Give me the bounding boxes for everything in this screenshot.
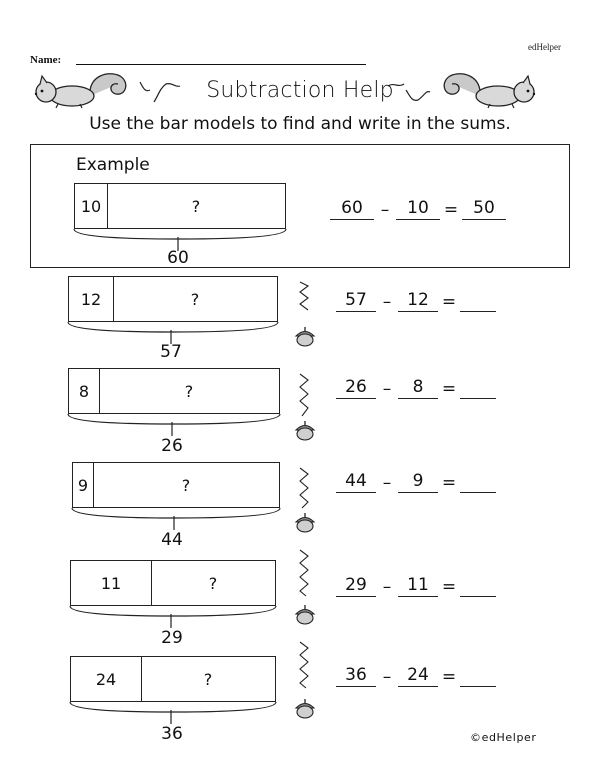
example-label: Example (76, 155, 150, 175)
problem-5-total: 36 (161, 724, 183, 744)
problem-3-minus: – (382, 473, 392, 493)
problem-2-equation (336, 376, 496, 399)
example-bar-part: 10 (80, 196, 102, 216)
squiggle-4-icon (296, 548, 314, 598)
problem-1-answer-input[interactable] (460, 289, 496, 312)
problem-5-minus: – (382, 667, 392, 687)
problem-3-equation (336, 470, 496, 493)
problem-3-total: 44 (161, 530, 183, 550)
problem-2-total: 26 (161, 436, 183, 456)
problem-5-unknown: ? (203, 669, 213, 689)
problem-3-bar (72, 462, 280, 508)
problem-3-brace (72, 508, 280, 530)
problem-5-equation (336, 664, 496, 687)
problem-4-total: 29 (161, 628, 183, 648)
problem-5-part: 24 (95, 669, 117, 689)
example-minus: – (380, 200, 390, 220)
page-title: Subtraction Help (206, 78, 394, 103)
problem-1-equation (336, 289, 496, 312)
problem-4-subtrahend: 11 (398, 574, 438, 597)
problem-4-answer-input[interactable] (460, 574, 496, 597)
acorn-3-icon (294, 512, 316, 534)
problem-2-answer-input[interactable] (460, 376, 496, 399)
problem-2-unknown: ? (184, 381, 194, 401)
problem-3-answer-input[interactable] (460, 470, 496, 493)
problem-3-minuend: 44 (336, 470, 376, 493)
example-subtrahend: 10 (396, 197, 440, 220)
problem-2-equals: = (441, 379, 457, 399)
example-bar (74, 183, 286, 229)
problem-4-equation (336, 574, 496, 597)
acorn-4-icon (294, 604, 316, 626)
example-equals: = (443, 200, 459, 220)
problem-5-bar (70, 656, 276, 702)
problem-4-part: 11 (100, 573, 122, 593)
problem-2-subtrahend: 8 (398, 376, 438, 399)
problem-1-brace (68, 322, 278, 344)
problem-5-subtrahend: 24 (398, 664, 438, 687)
problem-1-minus: – (382, 292, 392, 312)
brand-label: edHelper (528, 42, 561, 52)
problem-1-unknown: ? (190, 289, 200, 309)
problem-5-brace (70, 702, 276, 724)
name-label: Name: (30, 54, 62, 66)
acorn-2-icon (294, 420, 316, 442)
example-answer: 50 (462, 197, 506, 220)
problem-3-equals: = (441, 473, 457, 493)
problem-1-part: 12 (80, 289, 102, 309)
problem-2-brace (68, 414, 280, 436)
problem-4-brace (70, 606, 276, 628)
squiggle-2-icon (296, 372, 314, 418)
example-minuend: 60 (330, 197, 374, 220)
example-total: 60 (167, 248, 189, 268)
squiggle-3-icon (296, 466, 314, 510)
problem-5-answer-input[interactable] (460, 664, 496, 687)
problem-1-total: 57 (160, 342, 182, 362)
problem-3-unknown: ? (181, 475, 191, 495)
problem-1-equals: = (441, 292, 457, 312)
problem-4-equals: = (441, 577, 457, 597)
problem-2-bar (68, 368, 280, 414)
acorn-5-icon (294, 698, 316, 720)
problem-4-unknown: ? (208, 573, 218, 593)
example-equation (330, 197, 506, 220)
problem-5-minuend: 36 (336, 664, 376, 687)
problem-2-minuend: 26 (336, 376, 376, 399)
problem-1-subtrahend: 12 (398, 289, 438, 312)
problem-5-equals: = (441, 667, 457, 687)
example-bar-unknown: ? (191, 196, 201, 216)
squiggle-1-icon (296, 280, 314, 314)
problem-3-subtrahend: 9 (398, 470, 438, 493)
problem-3-part: 9 (77, 475, 89, 495)
problem-4-bar (70, 560, 276, 606)
problem-4-minuend: 29 (336, 574, 376, 597)
squiggle-5-icon (296, 640, 314, 690)
copyright-label: ©edHelper (470, 731, 537, 744)
instructions: Use the bar models to find and write in the sums. (89, 114, 511, 134)
problem-2-part: 8 (78, 381, 90, 401)
name-input-line[interactable] (76, 64, 366, 65)
problem-1-minuend: 57 (336, 289, 376, 312)
problem-4-minus: – (382, 577, 392, 597)
problem-1-bar (68, 276, 278, 322)
problem-2-minus: – (382, 379, 392, 399)
acorn-1-icon (294, 326, 316, 348)
